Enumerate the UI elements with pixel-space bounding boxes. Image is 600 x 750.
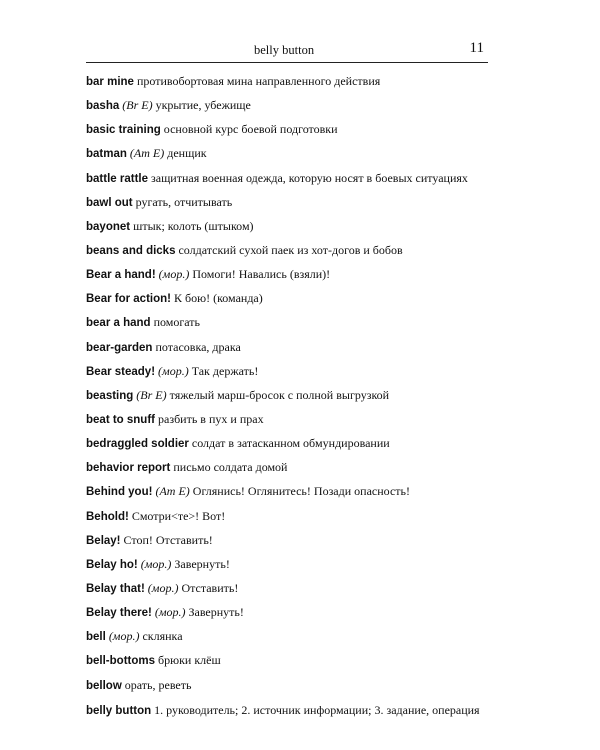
dictionary-entry <box>86 146 506 162</box>
entry-term: beasting <box>86 389 134 402</box>
dictionary-entry <box>86 171 506 187</box>
entry-definition: помогать <box>153 315 201 330</box>
entry-definition: ругать, отчитывать <box>135 194 233 209</box>
entry-label: (мор.) <box>140 556 172 571</box>
entry-term: basic training <box>86 124 161 137</box>
page-number: 11 <box>469 40 484 56</box>
entry-definition: денщик <box>167 146 207 161</box>
entry-term: bell-bottoms <box>86 655 155 668</box>
entry-definition: защитная военная одежда, которую носят в боевых ситуациях <box>151 170 468 185</box>
entry-term: bawl out <box>86 196 133 209</box>
entry-term: Bear steady! <box>86 365 156 378</box>
entry-term: basha <box>86 100 120 113</box>
dictionary-entry <box>86 412 506 428</box>
entry-term: beat to snuff <box>86 413 155 426</box>
entry-definition: орать, реветь <box>124 677 192 692</box>
entry-term: Belay there! <box>86 607 152 620</box>
dictionary-entry <box>86 509 506 525</box>
entry-term: Belay that! <box>86 582 145 595</box>
entry-term: Bear for action! <box>86 293 171 306</box>
entry-definition: письмо солдата домой <box>173 460 288 475</box>
entry-term: Behold! <box>86 510 129 523</box>
dictionary-entry <box>86 291 506 307</box>
entry-definition: Оглянись! Оглянитесь! Позади опасность! <box>192 484 410 499</box>
dictionary-entry <box>86 629 506 645</box>
entry-label: (Am E) <box>155 484 190 499</box>
entry-term: Belay! <box>86 534 121 547</box>
entry-term: batman <box>86 148 127 161</box>
dictionary-entry <box>86 243 506 259</box>
dictionary-entry <box>86 74 506 90</box>
entry-definition: Стоп! Отставить! <box>123 532 213 547</box>
dictionary-entry <box>86 122 506 138</box>
entry-term: Belay ho! <box>86 558 138 571</box>
entry-term: bedraggled soldier <box>86 438 189 451</box>
entry-definition: потасовка, драка <box>155 339 241 354</box>
entry-definition: Завернуть! <box>174 556 230 571</box>
entry-definition: разбить в пух и прах <box>158 411 264 426</box>
dictionary-entry <box>86 581 506 597</box>
entry-term: bell <box>86 631 106 644</box>
entry-label: (Am E) <box>129 146 165 161</box>
entry-term: bayonet <box>86 220 131 233</box>
entry-definition: Так держать! <box>191 363 259 378</box>
entry-definition: К бою! (команда) <box>174 291 263 306</box>
dictionary-entries <box>86 74 506 732</box>
dictionary-entry <box>86 678 506 694</box>
entry-term: bear-garden <box>86 341 153 354</box>
entry-definition: склянка <box>142 629 183 644</box>
entry-definition: противобортовая мина направленного действия <box>136 74 381 88</box>
dictionary-entry <box>86 364 506 380</box>
entry-definition: солдатский сухой паек из хот-догов и бобов <box>178 242 403 257</box>
running-head: belly button <box>254 43 315 57</box>
entry-term: behavior report <box>86 462 171 475</box>
entry-term: bar mine <box>86 76 134 88</box>
page-header <box>86 38 488 63</box>
entry-label: (мор.) <box>154 605 186 620</box>
entry-term: battle rattle <box>86 172 148 185</box>
entry-definition: Завернуть! <box>188 605 244 620</box>
dictionary-entry <box>86 460 506 476</box>
dictionary-entry <box>86 697 506 724</box>
entry-definition: Помоги! Навались (взяли)! <box>192 267 331 282</box>
entry-definition: брюки клёш <box>158 653 221 668</box>
entry-label: (мор.) <box>158 363 189 378</box>
entry-definition: основной курс боевой подготовки <box>163 122 338 137</box>
entry-term: bear a hand <box>86 317 151 330</box>
entry-definition: 1. руководитель; 2. источник информации; 3. задание, операция <box>154 702 480 717</box>
dictionary-entry <box>86 484 506 500</box>
dictionary-entry <box>86 436 506 452</box>
entry-definition: солдат в затасканном обмундировании <box>191 436 390 451</box>
entry-label: (Br E) <box>122 98 153 113</box>
entry-definition: Смотри<те>! Вот! <box>131 508 226 523</box>
entry-term: belly button <box>86 704 152 717</box>
entry-definition: укрытие, убежище <box>155 98 251 113</box>
dictionary-entry <box>86 388 506 404</box>
entry-definition: тяжелый марш-бросок с полной выгрузкой <box>169 387 390 402</box>
entry-term: bellow <box>86 679 122 692</box>
entry-label: (Br E) <box>136 387 167 402</box>
dictionary-entry <box>86 557 506 573</box>
entry-label: (мор.) <box>158 267 190 282</box>
dictionary-entry <box>86 653 506 669</box>
entry-term: Behind you! <box>86 486 153 499</box>
entry-definition: Отставить! <box>181 580 239 595</box>
dictionary-entry <box>86 340 506 356</box>
dictionary-entry <box>86 605 506 621</box>
dictionary-entry <box>86 315 506 331</box>
dictionary-entry <box>86 267 506 283</box>
entry-definition: штык; колоть (штыком) <box>133 218 254 233</box>
dictionary-entry <box>86 98 506 114</box>
entry-term: beans and dicks <box>86 244 176 257</box>
entry-label: (мор.) <box>108 629 140 644</box>
dictionary-entry <box>86 195 506 211</box>
entry-term: Bear a hand! <box>86 269 156 282</box>
dictionary-entry <box>86 533 506 549</box>
entry-label: (мор.) <box>147 580 179 595</box>
dictionary-entry <box>86 219 506 235</box>
